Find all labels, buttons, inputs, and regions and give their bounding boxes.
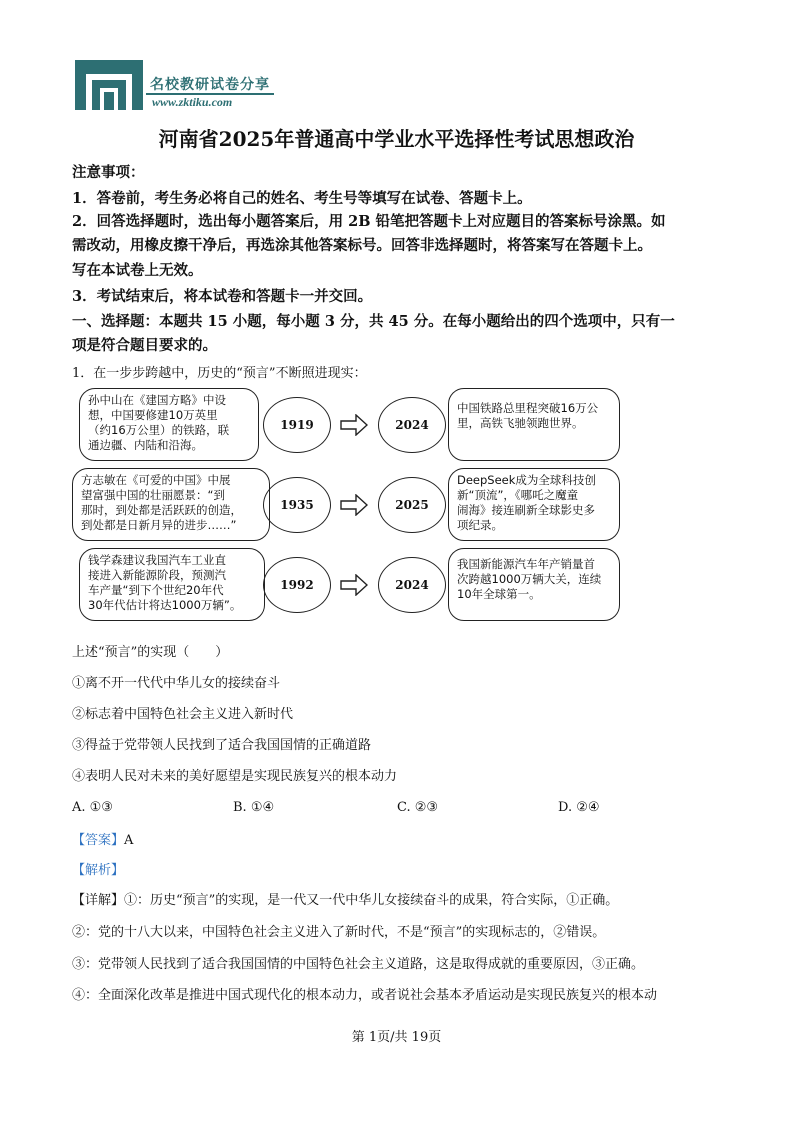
detail-label: 【详解】 xyxy=(72,893,125,908)
timeline-reality-box xyxy=(448,388,620,461)
timeline-text: 项纪录。 xyxy=(457,518,503,532)
timeline-text: 想，中国要修建10万英里 xyxy=(88,408,218,422)
statement-1: ①离不开一代代中华儿女的接续奋斗 xyxy=(72,676,281,691)
timeline-year-from: 1935 xyxy=(263,477,331,533)
notice-item-2-cont: 需改动，用橡皮擦干净后，再选涂其他答案标号。回答非选择题时，将答案写在答题卡上。 xyxy=(72,237,652,254)
brand-url[interactable]: www.zktiku.com xyxy=(152,95,233,109)
timeline-year-to: 2024 xyxy=(378,397,446,453)
detail-line-3: ③：党带领人民找到了适合我国国情的中国特色社会主义道路，这是取得成就的重要原因，③正确。 xyxy=(72,957,645,972)
statement-3: ③得益于党带领人民找到了适合我国国情的正确道路 xyxy=(72,738,372,753)
arrow-right-icon xyxy=(340,574,368,596)
option-b[interactable]: B. ①④ xyxy=(233,800,275,815)
timeline-text: 里，高铁飞驰领跑世界。 xyxy=(457,416,584,430)
detail-line-1 xyxy=(72,891,618,911)
option-d[interactable]: D. ②④ xyxy=(558,800,600,815)
detail-line-2: ②：党的十八大以来，中国特色社会主义进入了新时代，不是“预言”的实现标志的，②错误。 xyxy=(72,925,606,940)
timeline-text: 10年全球第一。 xyxy=(457,587,541,601)
statement-4: ④表明人民对未来的美好愿望是实现民族复兴的根本动力 xyxy=(72,769,398,784)
timeline-prophecy-box xyxy=(79,548,265,621)
timeline-prophecy-box xyxy=(79,388,259,461)
analysis-label: 【解析】 xyxy=(72,863,125,878)
notice-item-1: 1．答卷前，考生务必将自己的姓名、考生号等填写在试卷、答题卡上。 xyxy=(72,190,532,207)
section-heading-cont: 项是符合题目要求的。 xyxy=(72,337,217,354)
timeline-text: 30年代估计将达1000万辆”。 xyxy=(88,598,242,612)
detail-text: ①：历史“预言”的实现，是一代又一代中华儿女接续奋斗的成果，符合实际，①正确。 xyxy=(124,893,619,908)
answer-value: A xyxy=(124,833,134,848)
timeline-text: 次跨越1000万辆大关，连续 xyxy=(457,572,602,586)
timeline-year-to: 2025 xyxy=(378,477,446,533)
statement-2: ②标志着中国特色社会主义进入新时代 xyxy=(72,707,294,722)
answer-row xyxy=(72,831,133,851)
notice-heading: 注意事项： xyxy=(72,164,145,181)
arrow-right-icon xyxy=(340,494,368,516)
timeline-text: 方志敏在《可爱的中国》中展 xyxy=(81,473,231,487)
option-c[interactable]: C. ②③ xyxy=(397,800,439,815)
option-a[interactable]: A. ①③ xyxy=(72,800,113,815)
notice-item-2-cont: 写在本试卷上无效。 xyxy=(72,262,203,279)
timeline-prophecy-box xyxy=(72,468,270,541)
timeline-text: 那时，到处都是活跃跃的创造， xyxy=(81,503,242,517)
timeline-text: （约16万公里）的铁路，联 xyxy=(88,423,230,437)
question-stem: 1．在一步步跨越中，历史的“预言”不断照进现实： xyxy=(72,366,367,381)
timeline-text: 我国新能源汽车年产销量首 xyxy=(457,557,595,571)
brand-name: 名校教研试卷分享 xyxy=(150,77,270,93)
timeline-text: 孙中山在《建国方略》中设 xyxy=(88,393,226,407)
timeline-text: 钱学森建议我国汽车工业直 xyxy=(88,553,226,567)
timeline-year-from: 1919 xyxy=(263,397,331,453)
timeline-text: 通边疆、内陆和沿海。 xyxy=(88,438,203,452)
page-title: 河南省2025年普通高中学业水平选择性考试思想政治 xyxy=(158,127,635,151)
timeline-year-to: 2024 xyxy=(378,557,446,613)
logo-mark-inner xyxy=(104,92,114,110)
timeline-text: 到处都是日新月异的进步……” xyxy=(81,518,237,532)
timeline-text: 望富强中国的壮丽愿景：“到 xyxy=(81,488,225,502)
notice-item-3: 3．考试结束后，将本试卷和答题卡一并交回。 xyxy=(72,288,373,305)
notice-item-2: 2．回答选择题时，选出每小题答案后，用 2B 铅笔把答题卡上对应题目的答案标号涂黑。如 xyxy=(72,213,666,230)
timeline-text: 车产量“到下个世纪20年代 xyxy=(88,583,224,597)
timeline-text: 中国铁路总里程突破16万公 xyxy=(457,401,599,415)
timeline-reality-box xyxy=(448,468,620,541)
timeline-text: 接进入新能源阶段，预测汽 xyxy=(88,568,226,582)
timeline-year-from: 1992 xyxy=(263,557,331,613)
timeline-text: 新“顶流”，《哪吒之魔童 xyxy=(457,488,579,502)
section-heading: 一、选择题：本题共 15 小题，每小题 3 分，共 45 分。在每小题给出的四个选项中，只有一 xyxy=(72,313,675,330)
detail-line-4: ④：全面深化改革是推进中国式现代化的根本动力，或者说社会基本矛盾运动是实现民族复兴的根本动 xyxy=(72,988,658,1003)
question-prompt: 上述“预言”的实现（ ） xyxy=(72,645,229,660)
timeline-reality-box xyxy=(448,548,620,621)
timeline-text: 闹海》接连刷新全球影史多 xyxy=(457,503,595,517)
page-number: 第 1页/共 19页 xyxy=(351,1030,442,1045)
timeline-text: DeepSeek成为全球科技创 xyxy=(457,473,596,487)
arrow-right-icon xyxy=(340,414,368,436)
answer-label: 【答案】 xyxy=(72,833,125,848)
